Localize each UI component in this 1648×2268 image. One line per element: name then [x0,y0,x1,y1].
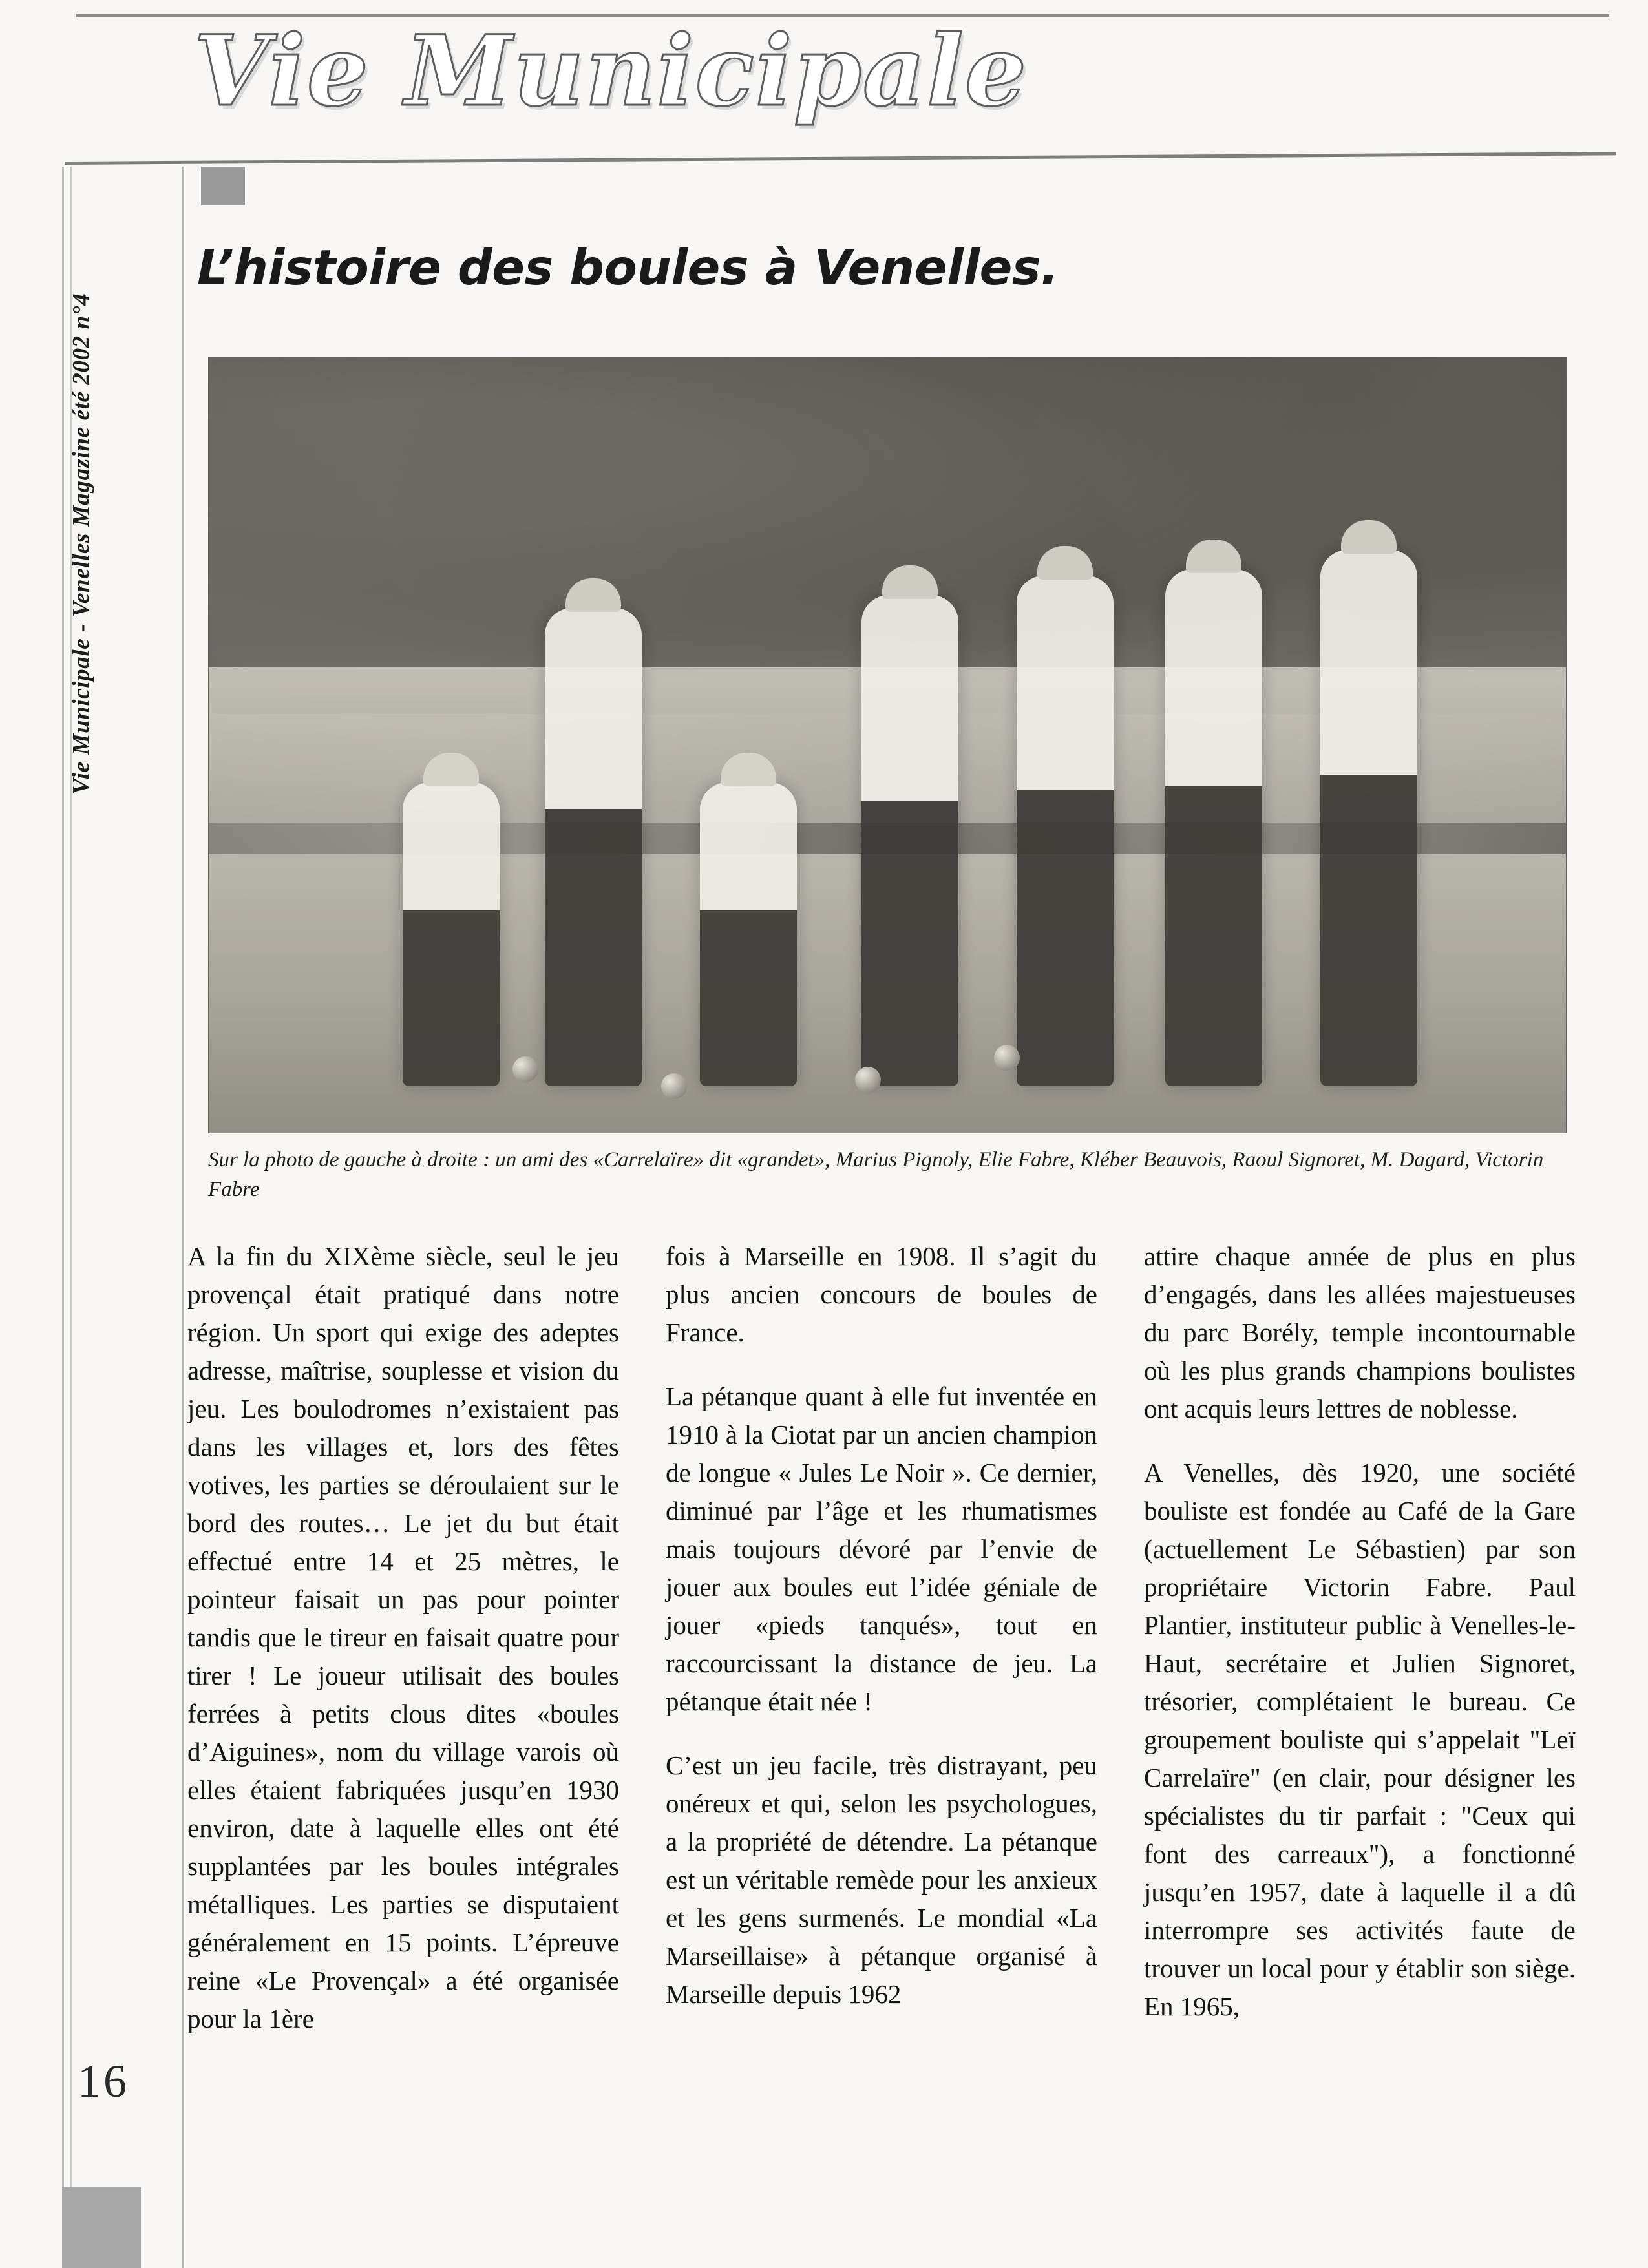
archive-photo [208,357,1567,1133]
paragraph: A la fin du XIXème siècle, seul le jeu provençal était pratiqué dans notre région. Un sport qui exige des adeptes adresse, maîtrise, souplesse et vision du jeu. Les boulodromes n’existaient pas dans les villages et, lors des fêtes votives, les parties se déroulaient sur le bord des routes… Le jet du but était effectué entre 14 et 25 mètres, le pointeur faisait un pas pour pointer tandis que le tireur en faisait quatre pour tirer ! Le joueur utilisait des boules ferrées à petits clous dites «boules d’Aiguines», nom du village varois où elles étaient fabriquées jusqu’en 1930 environ, date à laquelle elles ont été supplantées par les boules intégrales métalliques. Les parties se disputaient généralement en 15 points. L’épreuve reine «Le Provençal» a été organisée pour la 1ère [187,1241,619,2033]
paragraph: A Venelles, dès 1920, une société bouliste est fondée au Café de la Gare (actuellement Le Sébastien) par son propriétaire Victorin Fabre. Paul Plantier, instituteur public à Venelles-le-Haut, secrétaire et Julien Signoret, trésorier, complétaient le bureau. Ce groupement bouliste qui s’appelait "Leï Carrelaïre" (en clair, pour désigner les spécialistes du tir parfait : "Ceux qui font des carreaux"), a fonctionné jusqu’en 1957, date à laquelle il a dû interrompre ses activités faute de trouver un local pour y établir son siège. En 1965, [1144,1458,1576,2021]
article-body [187,1237,1576,2187]
photo-boule [994,1045,1020,1071]
page-number: 16 [78,2055,129,2107]
paragraph: fois à Marseille en 1908. Il s’agit du plus ancien concours de boules de France. [666,1241,1097,1347]
masthead [0,0,1648,169]
photo-figure [1320,550,1417,1086]
page-spine [62,167,182,2268]
spine-block-top [201,167,245,205]
photo-boule [512,1056,538,1082]
photo-figure [700,782,797,1086]
column-2 [666,1237,1097,2187]
paragraph: attire chaque année de plus en plus d’engagés, dans les allées majestueuses du parc Borély, temple incontournable où les plus grands champions boulistes ont acquis leurs lettres de noblesse. [1144,1241,1576,1423]
masthead-bottom-rule [65,152,1616,165]
column-3 [1144,1237,1576,2187]
spine-rule-outer [62,167,64,2268]
masthead-title: Vie Municipale [194,14,1028,128]
spine-rule-right [182,167,184,2268]
photo-figure [1165,569,1262,1086]
paragraph: C’est un jeu facile, très distrayant, peu onéreux et qui, selon les psychologues, a la propriété de détendre. La pétanque est un véritable remède pour les anxieux et les gens surmenés. Le mondial «La Marseillaise» à pétanque organisé à Marseille depuis 1962 [666,1750,1097,2009]
photo-boule [661,1073,687,1099]
spine-running-head: Vie Municipale - Venelles Magazine été 2002 n°4 [68,293,95,795]
photo-figure [545,608,642,1086]
spine-block-bottom [62,2187,141,2268]
paragraph: La pétanque quant à elle fut inventée en 1910 à la Ciotat par un ancien champion de longue « Jules Le Noir ». Ce dernier, diminué par l’âge et les rhumatismes mais toujours dévoré par l’envie de jouer aux boules eut l’idée géniale de jouer «pieds tanqués», tout en raccourcissant la distance de jeu. La pétanque était née ! [666,1381,1097,1716]
photo-caption: Sur la photo de gauche à droite : un ami des «Carrelaïre» dit «grandet», Marius Pignoly, Elie Fabre, Kléber Beauvois, Raoul Signoret, M. Dagard, Victorin Fabre [208,1148,1544,1201]
photo-figure [403,782,500,1086]
column-1 [187,1237,619,2187]
photo-figure [1017,576,1114,1086]
photo-boule [855,1067,881,1093]
article-headline: L’histoire des boules à Venelles. [197,239,1059,296]
photo-figure [861,595,958,1086]
